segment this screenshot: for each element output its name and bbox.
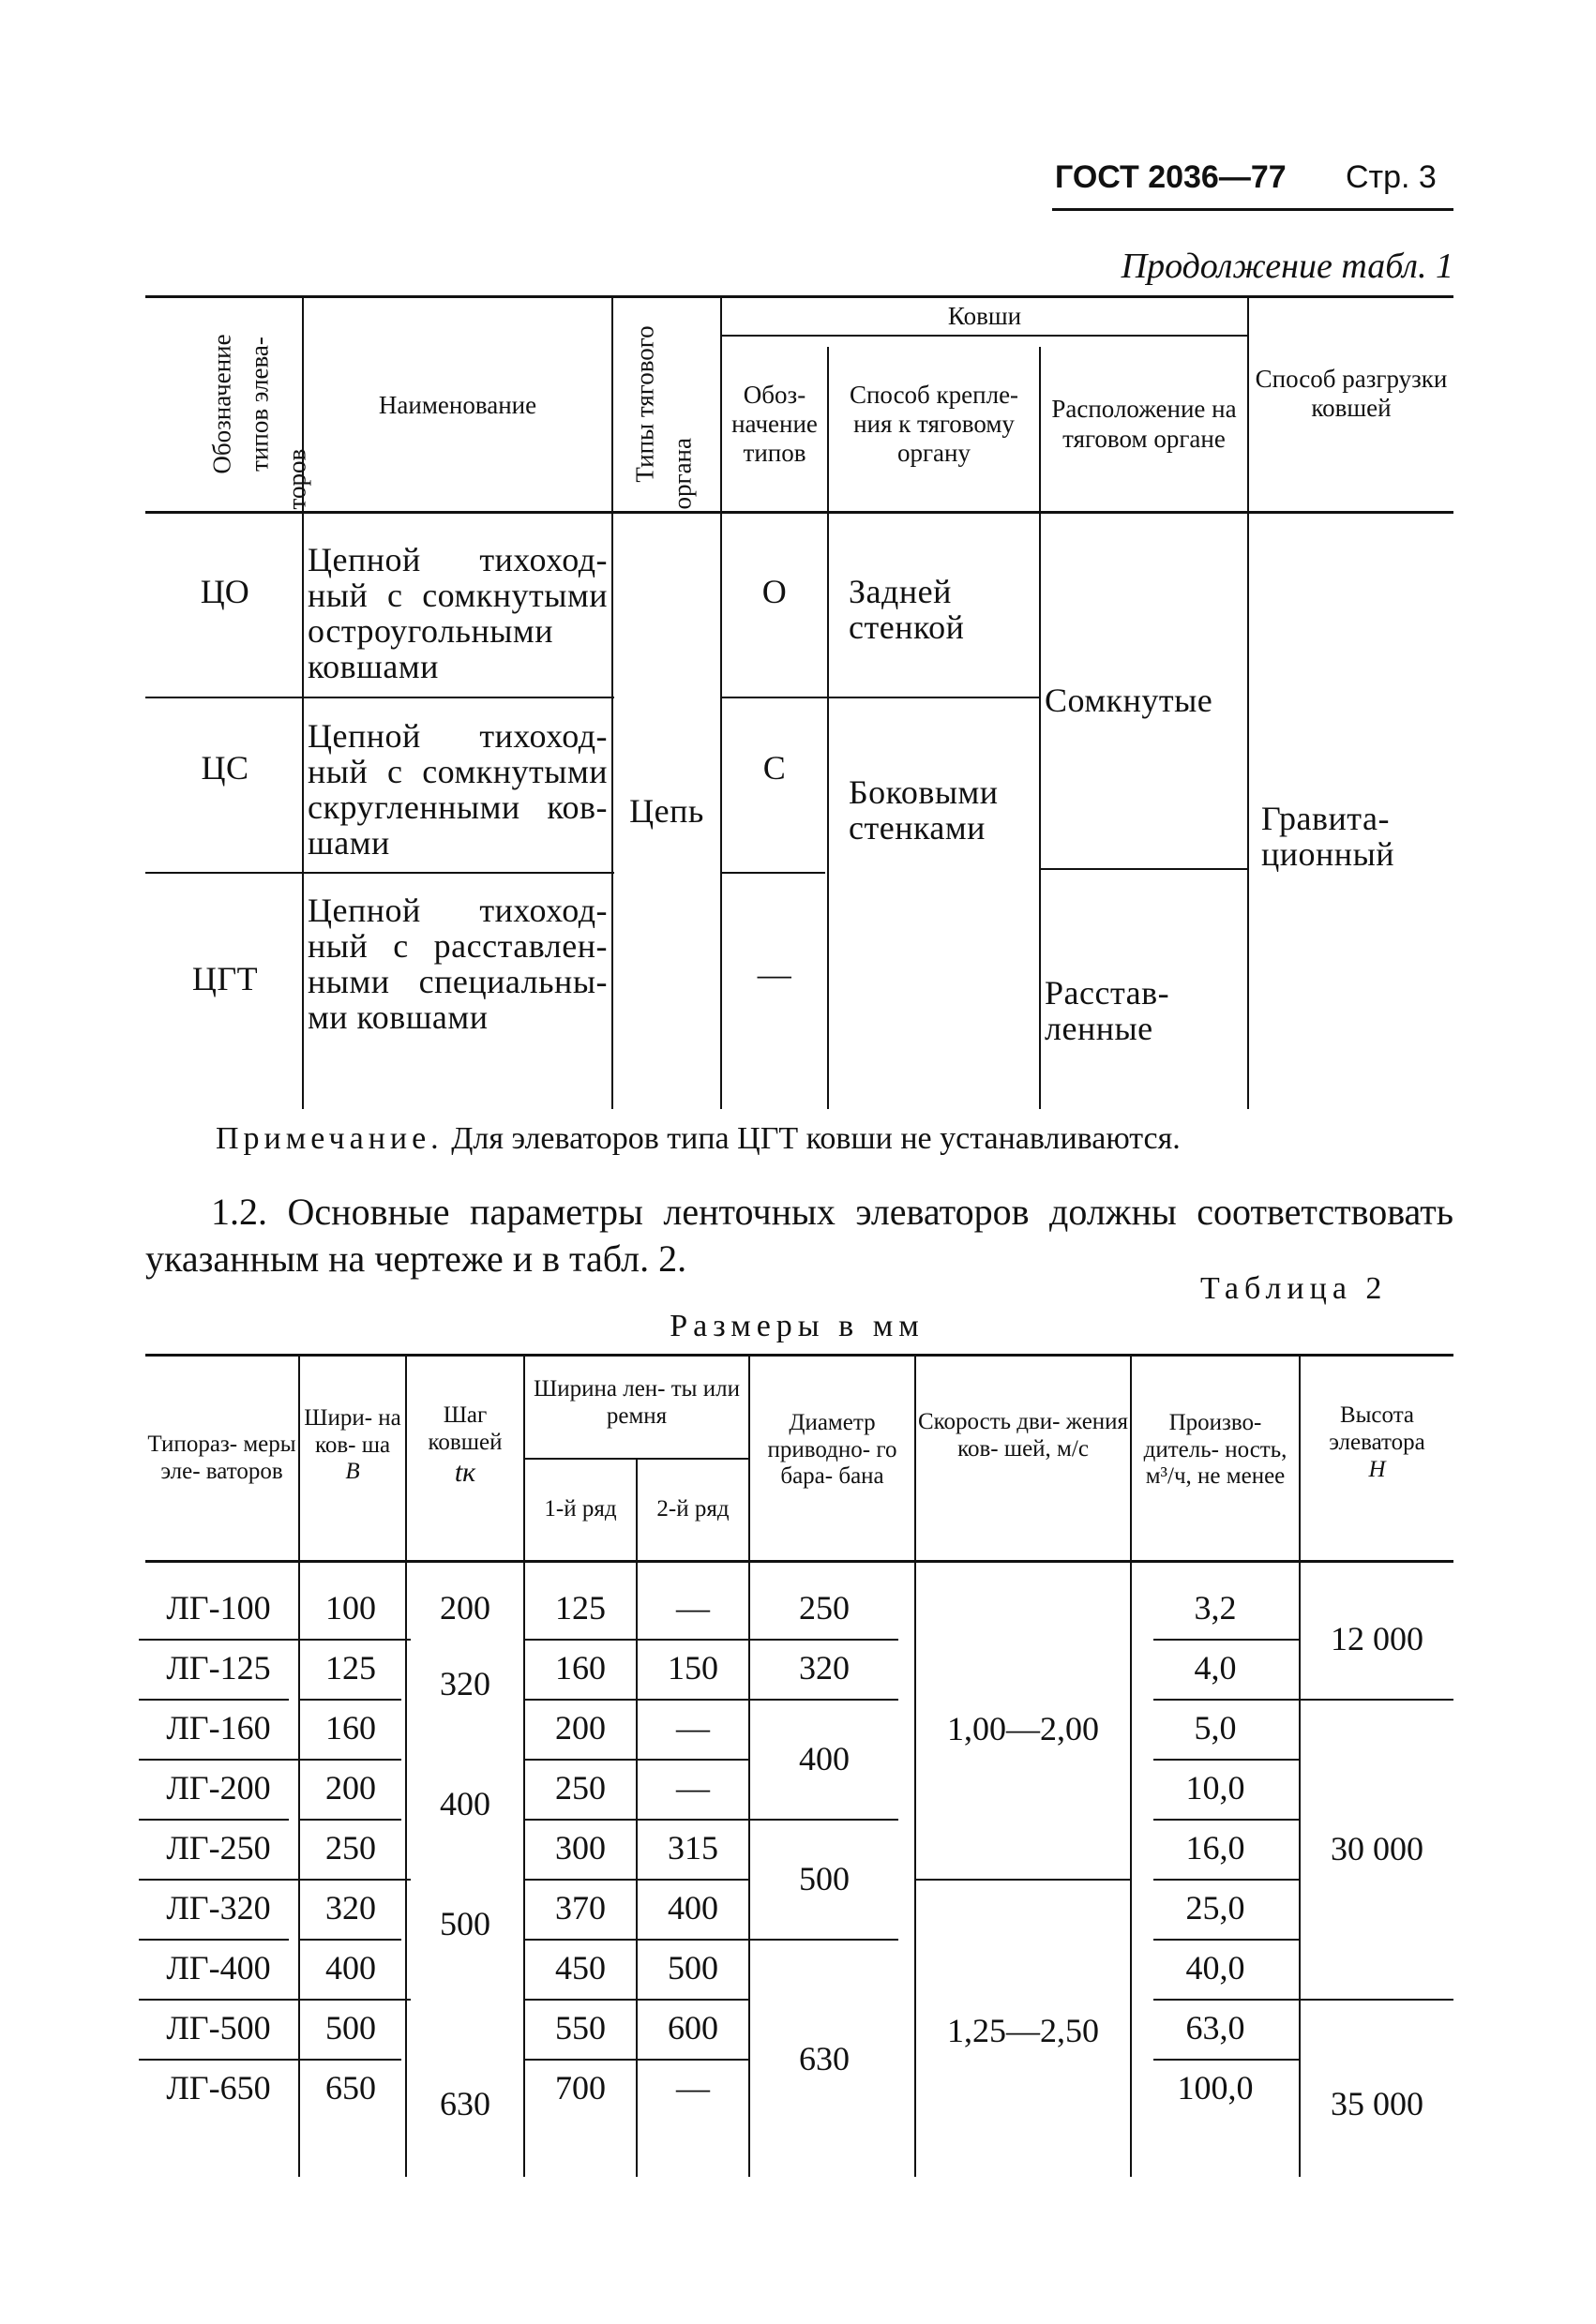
- t2-line-d5: [1153, 1819, 1299, 1821]
- table2-drum-500: 500: [799, 1860, 850, 1897]
- table1-row-line-1b: [722, 697, 1041, 698]
- t2-line-d1: [139, 1819, 289, 1821]
- capacity-cell: 16,0: [1185, 1829, 1245, 1867]
- table2-header-border: [145, 1560, 1453, 1563]
- table2-header-bucket-pitch: [407, 1357, 523, 1535]
- page-number: Стр. 3: [1346, 159, 1437, 195]
- t2-line-b5: [1153, 1699, 1299, 1701]
- table2-speed-1: 1,00—2,00: [947, 1710, 1099, 1747]
- bucket-width-cell: 500: [325, 2009, 376, 2047]
- table2-height-35000: 35 000: [1331, 2085, 1423, 2122]
- table1-row-2-name: Цепной тихоход- ный с сомкнутыми скругленными ков- шами: [308, 717, 608, 862]
- t2-line-f5: [1153, 1939, 1299, 1941]
- t2-line-e3: [916, 1879, 1132, 1881]
- size-cell: ЛГ-200: [166, 1769, 271, 1807]
- t2-line-a3: [750, 1639, 898, 1641]
- capacity-cell: 25,0: [1185, 1889, 1245, 1927]
- table1-row-3-name: Цепной тихоход- ный с расставлен- ными специальны- ми ковшами: [308, 892, 608, 1037]
- table2-drum-250: 250: [799, 1589, 850, 1627]
- capacity-cell: 100,0: [1177, 2069, 1254, 2107]
- t2-line-g1: [139, 1999, 411, 2001]
- traction-line-1: Типы тягового: [630, 325, 659, 483]
- table1-row-1-code: ЦО: [200, 573, 250, 610]
- table1-row-2-bucket-type: С: [762, 749, 787, 787]
- t2-line-e4: [1153, 1879, 1299, 1881]
- table2-header-height: [1301, 1357, 1453, 1530]
- table1-fastening-side: Боковыми стенками: [849, 773, 999, 847]
- size-cell: ЛГ-125: [166, 1649, 271, 1687]
- capacity-cell: 4,0: [1194, 1649, 1237, 1687]
- size-cell: ЛГ-500: [166, 2009, 271, 2047]
- t2-line-d3: [523, 1819, 748, 1821]
- bucket-width-cell: 650: [325, 2069, 376, 2107]
- t2-line-a4: [1153, 1639, 1299, 1641]
- belt-row2-cell: —: [676, 1709, 710, 1747]
- t2-line-b3: [523, 1699, 748, 1701]
- t2-line-e1: [139, 1879, 411, 1881]
- belt-row2-cell: 315: [668, 1829, 718, 1867]
- t2-line-b6: [1301, 1699, 1453, 1701]
- table2-header-row1: 1-й ряд: [544, 1496, 617, 1522]
- table2-header-size: Типораз- меры эле- ваторов: [147, 1431, 296, 1484]
- table2-height-12000: 12 000: [1331, 1620, 1423, 1657]
- belt-row1-cell: 700: [555, 2069, 606, 2107]
- table1-location-closed: Сомкнутые: [1045, 682, 1213, 719]
- table1-row-line-2b: [722, 872, 825, 874]
- size-cell: ЛГ-100: [166, 1589, 271, 1627]
- height-symbol: H: [1368, 1456, 1386, 1482]
- table1-header-border: [145, 511, 1453, 514]
- table2-header-row2: 2-й ряд: [656, 1496, 730, 1522]
- note-text: Для элеваторов типа ЦГТ ковши не устанавливаются.: [451, 1121, 1181, 1156]
- t2-line-e2: [523, 1879, 748, 1881]
- table1-note: [216, 1121, 1453, 1157]
- table1-top-border: [145, 295, 1453, 298]
- belt-row1-cell: 200: [555, 1709, 606, 1747]
- table2-header-speed: Скорость дви- жения ков- шей, м/с: [917, 1409, 1129, 1462]
- t2-line-h1: [139, 2059, 401, 2061]
- size-cell: ЛГ-250: [166, 1829, 271, 1867]
- belt-row2-cell: 400: [668, 1889, 718, 1927]
- t2-line-c3: [1153, 1759, 1299, 1761]
- bucket-width-cell: 200: [325, 1769, 376, 1807]
- capacity-cell: 40,0: [1185, 1949, 1245, 1987]
- t2-line-c2: [523, 1759, 748, 1761]
- table2-pitch-500: 500: [440, 1905, 490, 1942]
- table2-header-bucket-width: [300, 1357, 405, 1535]
- capacity-cell: 10,0: [1185, 1769, 1245, 1807]
- designation-line-1: Обозначение: [207, 334, 236, 474]
- belt-row1-cell: 370: [555, 1889, 606, 1927]
- t2-line-b4: [750, 1699, 898, 1701]
- bucket-width-label: Шири- на ков- ша: [304, 1404, 401, 1458]
- table1-row-3-bucket-type: —: [757, 955, 792, 993]
- height-label: Высота элеватора: [1329, 1402, 1425, 1456]
- capacity-cell: 5,0: [1194, 1709, 1237, 1747]
- bucket-width-cell: 125: [325, 1649, 376, 1687]
- belt-row1-cell: 450: [555, 1949, 606, 1987]
- belt-row1-cell: 300: [555, 1829, 606, 1867]
- t2-line-f3: [523, 1939, 748, 1941]
- belt-row2-cell: —: [676, 1769, 710, 1807]
- size-cell: ЛГ-400: [166, 1949, 271, 1987]
- t2-line-h3: [1153, 2059, 1299, 2061]
- table2-speed-2: 1,25—2,50: [947, 2012, 1099, 2049]
- t2-line-b2: [298, 1699, 401, 1701]
- t2-line-f4: [750, 1939, 898, 1941]
- table1-header-designation: [150, 300, 311, 510]
- table1-row-1-bucket-type: О: [761, 573, 788, 610]
- table2-pitch-320: 320: [440, 1665, 490, 1702]
- belt-row2-cell: —: [676, 1589, 710, 1627]
- bucket-width-cell: 250: [325, 1829, 376, 1867]
- table1-header-bucket-location: Расположение на тяговом органе: [1051, 395, 1237, 453]
- t2-line-g2: [523, 1999, 748, 2001]
- table1-header-traction: [613, 300, 720, 508]
- table1-header-unloading: Способ разгрузки ковшей: [1255, 364, 1448, 422]
- t2-line-b1: [139, 1699, 289, 1701]
- table1-header-buckets: Ковши: [947, 302, 1022, 330]
- table1-row-line-1a: [145, 697, 614, 698]
- belt-row1-cell: 250: [555, 1769, 606, 1807]
- bucket-width-symbol: B: [345, 1459, 360, 1485]
- belt-row1-cell: 125: [555, 1589, 606, 1627]
- t2-line-f2: [298, 1939, 401, 1941]
- table1-location-spaced: Расстав- ленные: [1045, 974, 1170, 1048]
- t2-line-f1: [139, 1939, 289, 1941]
- table1-header-name: Наименование: [378, 390, 537, 419]
- bucket-width-cell: 320: [325, 1889, 376, 1927]
- t2-line-d4: [750, 1819, 898, 1821]
- belt-row2-cell: —: [676, 2069, 710, 2107]
- table1-row-3-code: ЦГТ: [191, 960, 259, 997]
- table1-header-bucket-fastening: Способ крепле- ния к тяговому органу: [849, 380, 1019, 468]
- table1-row-2-code: ЦС: [201, 749, 249, 787]
- section-paragraph: 1.2. Основные параметры ленточных элеваторов должны соответствовать указанным на чертеже и в табл. 2.: [145, 1191, 1453, 1280]
- size-cell: ЛГ-160: [166, 1709, 271, 1747]
- table1-header-bucket-designation: Обоз- начение типов: [731, 380, 818, 468]
- table1-traction-value: Цепь: [629, 792, 704, 830]
- header-underline: [1052, 208, 1453, 211]
- t2-line-a1: [139, 1639, 411, 1641]
- table2-drum-320: 320: [799, 1649, 850, 1687]
- table2-header-drum: Диаметр приводно- го бара- бана: [767, 1409, 897, 1490]
- bucket-width-cell: 400: [325, 1949, 376, 1987]
- table2-drum-400: 400: [799, 1740, 850, 1777]
- t2-line-h2: [523, 2059, 748, 2061]
- table1-fastening-back: Задней стенкой: [849, 573, 965, 647]
- table2-header-capacity: Произво- дитель- ность, м³/ч, не менее: [1143, 1409, 1287, 1490]
- designation-line-2: типов элева-: [245, 337, 274, 472]
- bucket-width-cell: 160: [325, 1709, 376, 1747]
- t2-line-g3: [1153, 1999, 1299, 2001]
- traction-line-2: органа: [668, 438, 697, 510]
- table2-pitch-400: 400: [440, 1785, 490, 1822]
- bucket-pitch-symbol: tк: [454, 1456, 476, 1488]
- table2-header-belt-width: Ширина лен- ты или ремня: [534, 1376, 740, 1429]
- capacity-cell: 3,2: [1194, 1589, 1237, 1627]
- note-label: Примечание.: [216, 1121, 444, 1156]
- bucket-pitch-label: Шаг ковшей: [428, 1402, 503, 1455]
- belt-row2-cell: 600: [668, 2009, 718, 2047]
- standard-number: ГОСТ 2036—77: [1055, 159, 1287, 195]
- t2-line-d2: [298, 1819, 401, 1821]
- table2-height-30000: 30 000: [1331, 1830, 1423, 1867]
- table2-pitch-200: 200: [440, 1589, 490, 1627]
- designation-line-3: торов: [282, 448, 311, 510]
- table2-units: Размеры в мм: [670, 1309, 925, 1343]
- belt-row1-cell: 160: [555, 1649, 606, 1687]
- belt-row2-cell: 150: [668, 1649, 718, 1687]
- size-cell: ЛГ-320: [166, 1889, 271, 1927]
- t2-line-c1: [139, 1759, 401, 1761]
- table2-label: Таблица 2: [1200, 1271, 1388, 1306]
- table1-location-line: [1041, 868, 1247, 870]
- table1-buckets-line: [722, 335, 1247, 337]
- table1-row-line-2a: [145, 872, 614, 874]
- t2-line-a2: [523, 1639, 748, 1641]
- table1-continuation: Продолжение табл. 1: [1121, 247, 1453, 286]
- belt-row1-cell: 550: [555, 2009, 606, 2047]
- bucket-width-cell: 100: [325, 1589, 376, 1627]
- size-cell: ЛГ-650: [166, 2069, 271, 2107]
- table1-row-1-name: Цепной тихоход- ный с сомкнутыми остроугольными ковшами: [308, 541, 608, 686]
- table1-unloading-value: Гравита- ционный: [1261, 800, 1395, 874]
- t2-line-g4: [1301, 1999, 1453, 2001]
- table2-pitch-630: 630: [440, 2085, 490, 2122]
- table2-drum-630: 630: [799, 2040, 850, 2077]
- capacity-cell: 63,0: [1185, 2009, 1245, 2047]
- belt-row2-cell: 500: [668, 1949, 718, 1987]
